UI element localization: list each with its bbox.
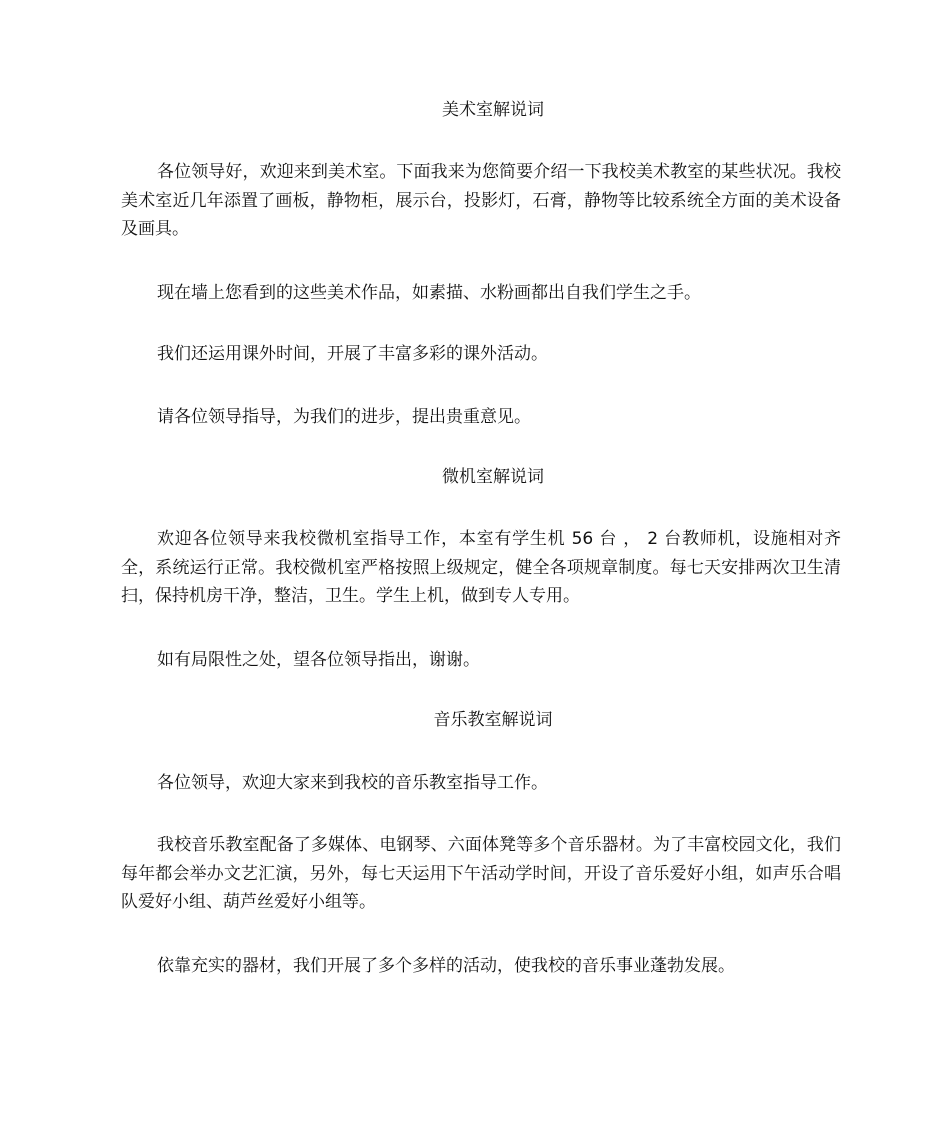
paragraph: 现在墙上您看到的这些美术作品，如素描、水粉画都出自我们学生之手。: [157, 283, 701, 303]
paragraph: 我校音乐教室配备了多媒体、电钢琴、六面体凳等多个音乐器材。为了丰富校园文化，我们每年都会举办文艺汇演，另外，每七天运用下午活动学时间，开设了音乐爱好小组，如声乐合唱队爱好小组、葫芦丝爱好小组等。: [121, 835, 841, 912]
paragraph: 依靠充实的器材，我们开展了多个多样的活动，使我校的音乐事业蓬勃发展。: [157, 956, 735, 976]
section-title-art-room: 美术室解说词: [442, 100, 544, 120]
paragraph: 请各位领导指导，为我们的进步，提出贵重意见。: [157, 407, 531, 427]
paragraph: 各位领导，欢迎大家来到我校的音乐教室指导工作。: [157, 773, 548, 793]
paragraph: 各位领导好，欢迎来到美术室。下面我来为您简要介绍一下我校美术教室的某些状况。我校美术室近几年添置了画板，静物柜，展示台，投影灯，石膏，静物等比较系统全方面的美术设备及画具。: [121, 162, 841, 239]
paragraph: 欢迎各位领导来我校微机室指导工作，本室有学生机 56 台 ， 2 台教师机，设施相对齐全，系统运行正常。我校微机室严格按照上级规定，健全各项规章制度。每七天安排两次卫生清扫，保持机房干净，整洁，卫生。学生上机，做到专人专用。: [121, 529, 841, 606]
section-title-music-room: 音乐教室解说词: [433, 710, 553, 730]
section-title-computer-room: 微机室解说词: [442, 467, 544, 487]
paragraph: 如有局限性之处，望各位领导指出，谢谢。: [157, 650, 480, 670]
paragraph: 我们还运用课外时间，开展了丰富多彩的课外活动。: [157, 344, 548, 364]
